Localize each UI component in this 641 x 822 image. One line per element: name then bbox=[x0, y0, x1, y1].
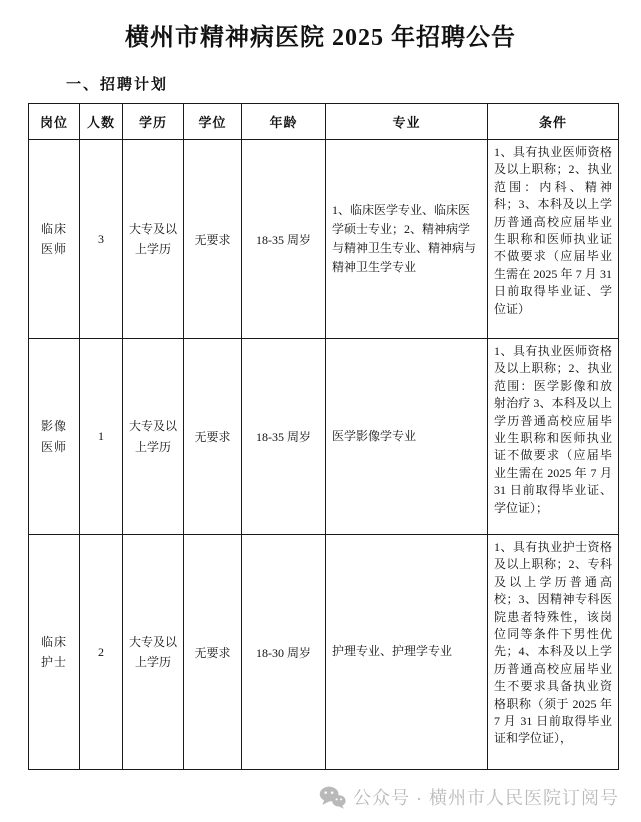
section-heading: 一、招聘计划 bbox=[66, 77, 169, 93]
recruitment-table bbox=[28, 103, 619, 770]
table-row bbox=[29, 339, 619, 535]
cell-major: 护理专业、护理学专业 bbox=[326, 535, 488, 770]
col-header-position: 岗位 bbox=[29, 104, 80, 140]
col-header-major: 专业 bbox=[326, 104, 488, 140]
cell-age: 18-35 周岁 bbox=[242, 339, 326, 535]
cell-conditions: 1、具有执业医师资格及以上职称；2、执业范围：内科、精神科；3、本科及以上学历普通高校应届毕业生职称和医师执业证不做要求（应届毕业生需在 2025 年 7 月 31 日前取得毕业证、学位证） bbox=[488, 140, 619, 339]
col-header-age: 年龄 bbox=[242, 104, 326, 140]
watermark-text: 公众号 · 横州市人民医院订阅号 bbox=[353, 788, 619, 808]
cell-position: 临床护士 bbox=[29, 535, 80, 770]
cell-age: 18-35 周岁 bbox=[242, 140, 326, 339]
watermark bbox=[319, 784, 619, 810]
cell-education: 大专及以上学历 bbox=[123, 535, 184, 770]
wechat-icon bbox=[319, 786, 346, 809]
col-header-conditions: 条件 bbox=[488, 104, 619, 140]
col-header-degree: 学位 bbox=[184, 104, 242, 140]
cell-degree: 无要求 bbox=[184, 339, 242, 535]
table-header-row bbox=[29, 104, 619, 140]
col-header-education: 学历 bbox=[123, 104, 184, 140]
cell-major: 1、临床医学专业、临床医学硕士专业；2、精神病学与精神卫生专业、精神病与精神卫生学专业 bbox=[326, 140, 488, 339]
cell-education: 大专及以上学历 bbox=[123, 140, 184, 339]
cell-degree: 无要求 bbox=[184, 535, 242, 770]
table-row bbox=[29, 140, 619, 339]
cell-age: 18-30 周岁 bbox=[242, 535, 326, 770]
col-header-count: 人数 bbox=[80, 104, 123, 140]
cell-major: 医学影像学专业 bbox=[326, 339, 488, 535]
cell-conditions: 1、具有执业护士资格及以上职称；2、专科及以上学历普通高校；3、因精神专科医院患者特殊性，该岗位同等条件下男性优先；4、本科及以上学历普通高校应届毕业生不要求具备执业资格职称（须于 2025 年 7 月 31 日前取得毕业证和学位证）， bbox=[488, 535, 619, 770]
cell-position: 临床医师 bbox=[29, 140, 80, 339]
cell-position: 影像医师 bbox=[29, 339, 80, 535]
page-title: 横州市精神病医院 2025 年招聘公告 bbox=[125, 25, 516, 51]
cell-count: 2 bbox=[80, 535, 123, 770]
cell-count: 1 bbox=[80, 339, 123, 535]
cell-conditions: 1、具有执业医师资格及以上职称；2、执业范围：医学影像和放射治疗 3、本科及以上学历普通高校应届毕业生职称和医师执业证不做要求（应届毕业生需在 2025 年 7 月 31 日前取得毕业证、学位证）； bbox=[488, 339, 619, 535]
table-row bbox=[29, 535, 619, 770]
cell-degree: 无要求 bbox=[184, 140, 242, 339]
cell-count: 3 bbox=[80, 140, 123, 339]
cell-education: 大专及以上学历 bbox=[123, 339, 184, 535]
